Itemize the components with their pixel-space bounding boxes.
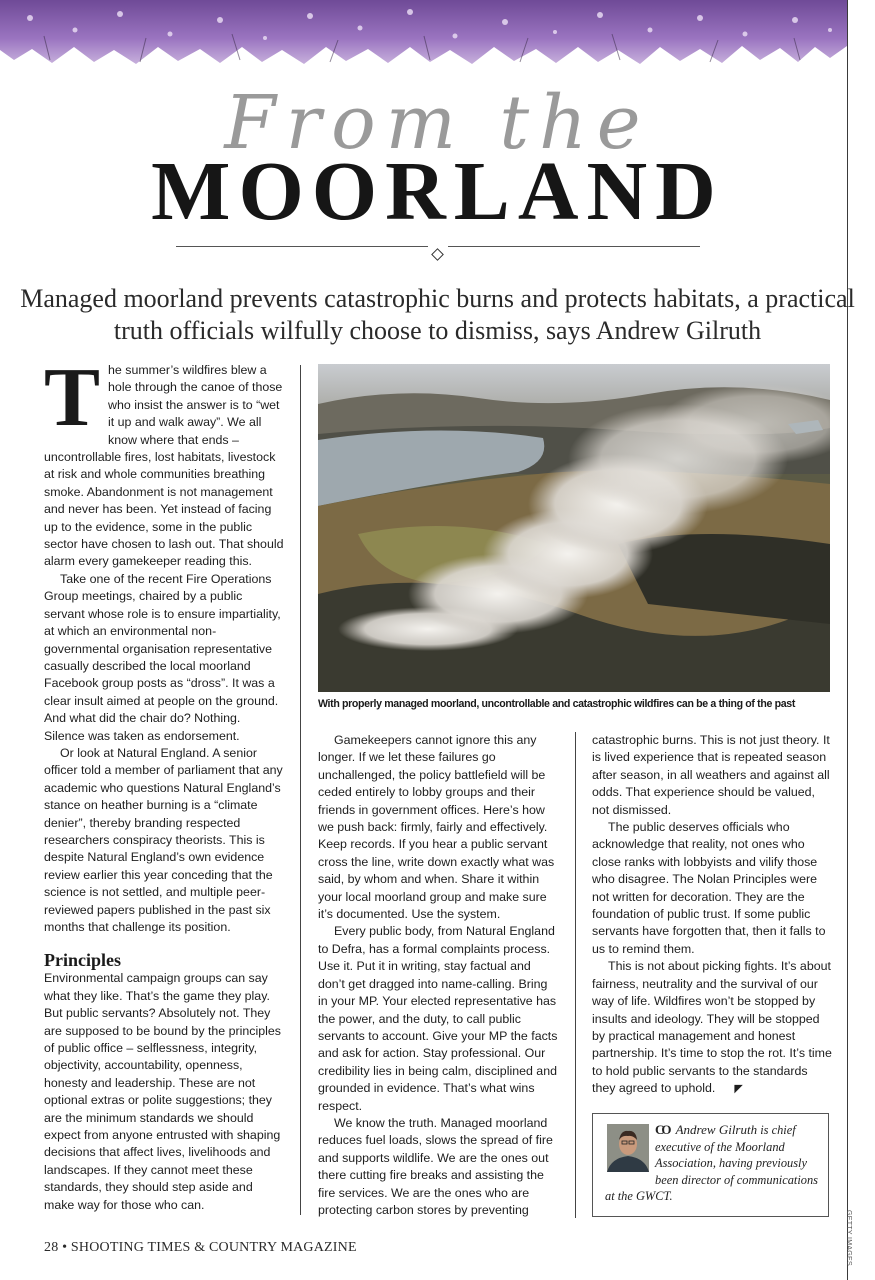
paragraph: catastrophic burns. This is not just theory. It is lived experience that is repeated season after season, in all weathers and against all odds. That experience should be valued, not dismissed. (592, 733, 830, 817)
author-name: Andrew Gilruth (675, 1122, 758, 1137)
author-bio-box (592, 1113, 829, 1217)
moorland-association-logo: CO (655, 1122, 669, 1137)
author-description: is chief executive of the Moorland Association, having previously been director of communications at the GWCT. (605, 1123, 818, 1203)
headline-title: MOORLAND (151, 145, 724, 238)
paragraph: Or look at Natural England. A senior officer told a member of parliament that any academic who questions Natural England’s stance on heather burning is a “climate denier”, thereby branding respected researchers conspiracy theorists. This is despite Natural England’s own evidence review earlier this year conceding that the science is not settled, and multiple peer-reviewed papers published in the past six months that challenge its position. (44, 745, 283, 934)
page-folio: 28 • SHOOTING TIMES & COUNTRY MAGAZINE (44, 1240, 357, 1255)
heather-illustration (0, 0, 847, 68)
moorland-fire-image (318, 364, 830, 692)
photo-caption: With properly managed moorland, uncontrollable and catastrophic wildfires can be a thing of the past (318, 698, 796, 710)
paragraph: Gamekeepers cannot ignore this any longer. If we let these failures go unchallenged, the policy battlefield will be ceded entirely to lobby groups and their friends in government offices. Here’s how we push back: firmly, fairly and effectively. Keep records. If you hear a public servant cross the line, write down exactly what was said, by whom and when. Share it within your local moorland group and make sure it’s documented. Use the system. (318, 733, 555, 922)
wildfire-photo (318, 364, 830, 692)
paragraph: Take one of the recent Fire Operations Group meetings, chaired by a public servant whose role is to ensure impartiality, at which an environmental non-governmental organisation representative casually described the local moorland Facebook group posts as “dross”. It was a clear insult aimed at people on the ground. And what did the chair do? Nothing. Silence was taken as endorsement. (44, 571, 281, 743)
photo-credit: GETTY IMAGES (845, 1210, 852, 1266)
paragraph: We know the truth. Managed moorland reduces fuel loads, slows the spread of fire and supports wildlife. We are the ones out there cutting fire breaks and assisting the fire services. We are the ones who are protecting carbon stores by preventing (318, 1115, 553, 1217)
paragraph-text: This is not about picking fights. It’s about fairness, neutrality and the survival of our way of life. Wildfires won’t be stopped by insults and ideology. They will be stopped by practical management and honest partnership. It’s time to stop the rot. It’s time to hold public servants to the standards they agreed to uphold. (592, 959, 832, 1096)
end-mark-icon: ◤ (734, 1083, 743, 1096)
paragraph (592, 958, 832, 1098)
heather-banner (0, 0, 847, 68)
dropcap: T (44, 351, 101, 444)
paragraph: Environmental campaign groups can say what they like. That’s the game they play. But public servants? Absolutely not. They are supposed to be bound by the principles of public office – selflessness, integrity, objectivity, accountability, openness, honesty and leadership. These are not optional extras or polite suggestions; they are the minimum standards we should expect from anyone entrusted with shaping decisions that affect lives, livelihoods and landscapes. If they cannot meet these standards, they should step aside and make way for those who can. (44, 971, 281, 1212)
article-column-3 (592, 732, 832, 1099)
subheading: Principles (44, 950, 121, 971)
divider-left (176, 246, 428, 247)
paragraph-text: he summer’s wildfires blew a hole through the canoe of those who insist the answer is to “wet it up and walk away”. We all know where that ends – uncontrollable fires, lost habitats, livestock at risk and whole communities breathing smoke. Abandonment is not management and never has been. Yet instead of facing up to the evidence, some in the public sector have chosen to lash out. That should alarm every gamekeeper reading this. (44, 363, 284, 569)
standfirst: Managed moorland prevents catastrophic burns and protects habitats, a practical truth officials wilfully choose to dismiss, says Andrew Gilruth (20, 284, 855, 345)
divider-right (448, 246, 700, 247)
paragraph (44, 351, 284, 571)
headline-kicker: From the (224, 80, 651, 166)
column-rule (575, 732, 576, 1218)
paragraph: Every public body, from Natural England to Defra, has a formal complaints process. Use it. Put it in writing, stay factual and don’t get dragged into name-calling. Bring in your MP. Your elected representative has the power, and the duty, to call public servants to account. Give your MP the facts and ask for action. Stay professional. Our credibility lies in being calm, disciplined and grounded in evidence. That’s what wins respect. (318, 924, 558, 1113)
article-column-1 (44, 351, 284, 1214)
author-bio (605, 1122, 820, 1205)
portrait-spacer (605, 1122, 655, 1172)
paragraph: The public deserves officials who acknowledge that reality, not ones who close ranks with lobbyists and vilify those who disagree. The Nolan Principles were not written for decoration. They are the foundation of public trust. If some public servants have forgotten that, then it falls to us to remind them. (592, 820, 826, 956)
column-rule (300, 365, 301, 1215)
article-column-2 (318, 732, 558, 1219)
divider-diamond-icon (431, 248, 444, 261)
